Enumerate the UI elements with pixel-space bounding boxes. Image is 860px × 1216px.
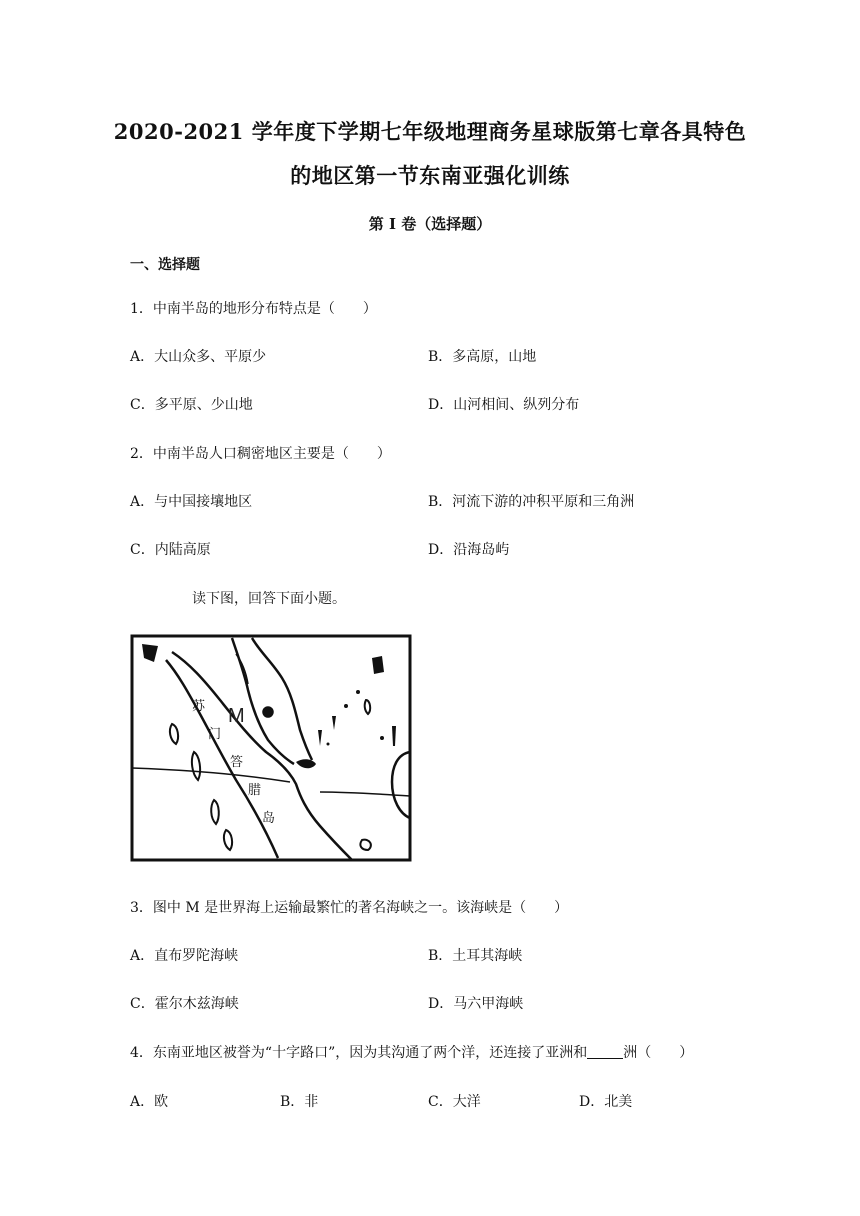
- q2-option-d: D．沿海岛屿: [428, 542, 510, 558]
- q1-option-d: D．山河相间、纵列分布: [428, 397, 580, 413]
- q4-option-d: D．北美: [579, 1094, 633, 1110]
- island-label-char-1: 苏: [192, 699, 206, 714]
- island-north-east: [372, 656, 384, 674]
- section-heading: 一、选择题: [130, 257, 200, 273]
- q4-stem-post: 洲（ ）: [623, 1045, 694, 1061]
- q2-option-c: C．内陆高原: [130, 542, 211, 558]
- q3-option-b: B．土耳其海峡: [428, 948, 523, 964]
- q4-option-b: B．非: [280, 1094, 319, 1110]
- islet-4: [327, 743, 330, 746]
- q4-stem-pre: 4．东南亚地区被誉为“十字路口”，因为其沟通了两个洋，还连接了亚洲和: [130, 1045, 588, 1061]
- island-label-char-2: 门: [208, 727, 222, 742]
- strait-marker: [263, 707, 273, 717]
- strait-map-figure: [130, 634, 412, 862]
- islet-1: [356, 690, 360, 694]
- q3-option-d: D．马六甲海峡: [428, 996, 524, 1012]
- q4-option-c: C．大洋: [428, 1094, 481, 1110]
- map-label-m: M: [228, 705, 245, 727]
- question-1-stem: 1．中南半岛的地形分布特点是（ ）: [130, 301, 377, 317]
- q3-option-a: A．直布罗陀海峡: [130, 948, 239, 964]
- q3-option-c: C．霍尔木兹海峡: [130, 996, 239, 1012]
- islet-2: [344, 704, 348, 708]
- document-title-line2: 的地区第一节东南亚强化训练: [290, 163, 570, 188]
- q1-option-a: A．大山众多、平原少: [130, 349, 267, 365]
- islet-3: [380, 736, 384, 740]
- question-4-stem: [130, 1042, 693, 1062]
- island-label-char-3: 答: [230, 755, 244, 770]
- q2-option-a: A．与中国接壤地区: [130, 494, 253, 510]
- q4-option-a: A．欧: [130, 1094, 169, 1110]
- island-label-char-4: 腊: [248, 783, 262, 798]
- q2-option-b: B．河流下游的冲积平原和三角洲: [428, 494, 635, 510]
- q4-answer-blank: [587, 1044, 623, 1059]
- read-map-prompt: 读下图，回答下面小题。: [192, 591, 346, 607]
- question-2-stem: 2．中南半岛人口稠密地区主要是（ ）: [130, 446, 391, 462]
- volume-subtitle: 第 I 卷（选择题）: [368, 215, 492, 233]
- q1-option-b: B．多高原，山地: [428, 349, 537, 365]
- question-3-stem: 3．图中 M 是世界海上运输最繁忙的著名海峡之一。该海峡是（ ）: [130, 900, 569, 916]
- document-title-line1: 2020-2021 学年度下学期七年级地理商务星球版第七章各具特色: [113, 119, 747, 144]
- island-label-char-5: 岛: [262, 811, 276, 826]
- q1-option-c: C．多平原、少山地: [130, 397, 253, 413]
